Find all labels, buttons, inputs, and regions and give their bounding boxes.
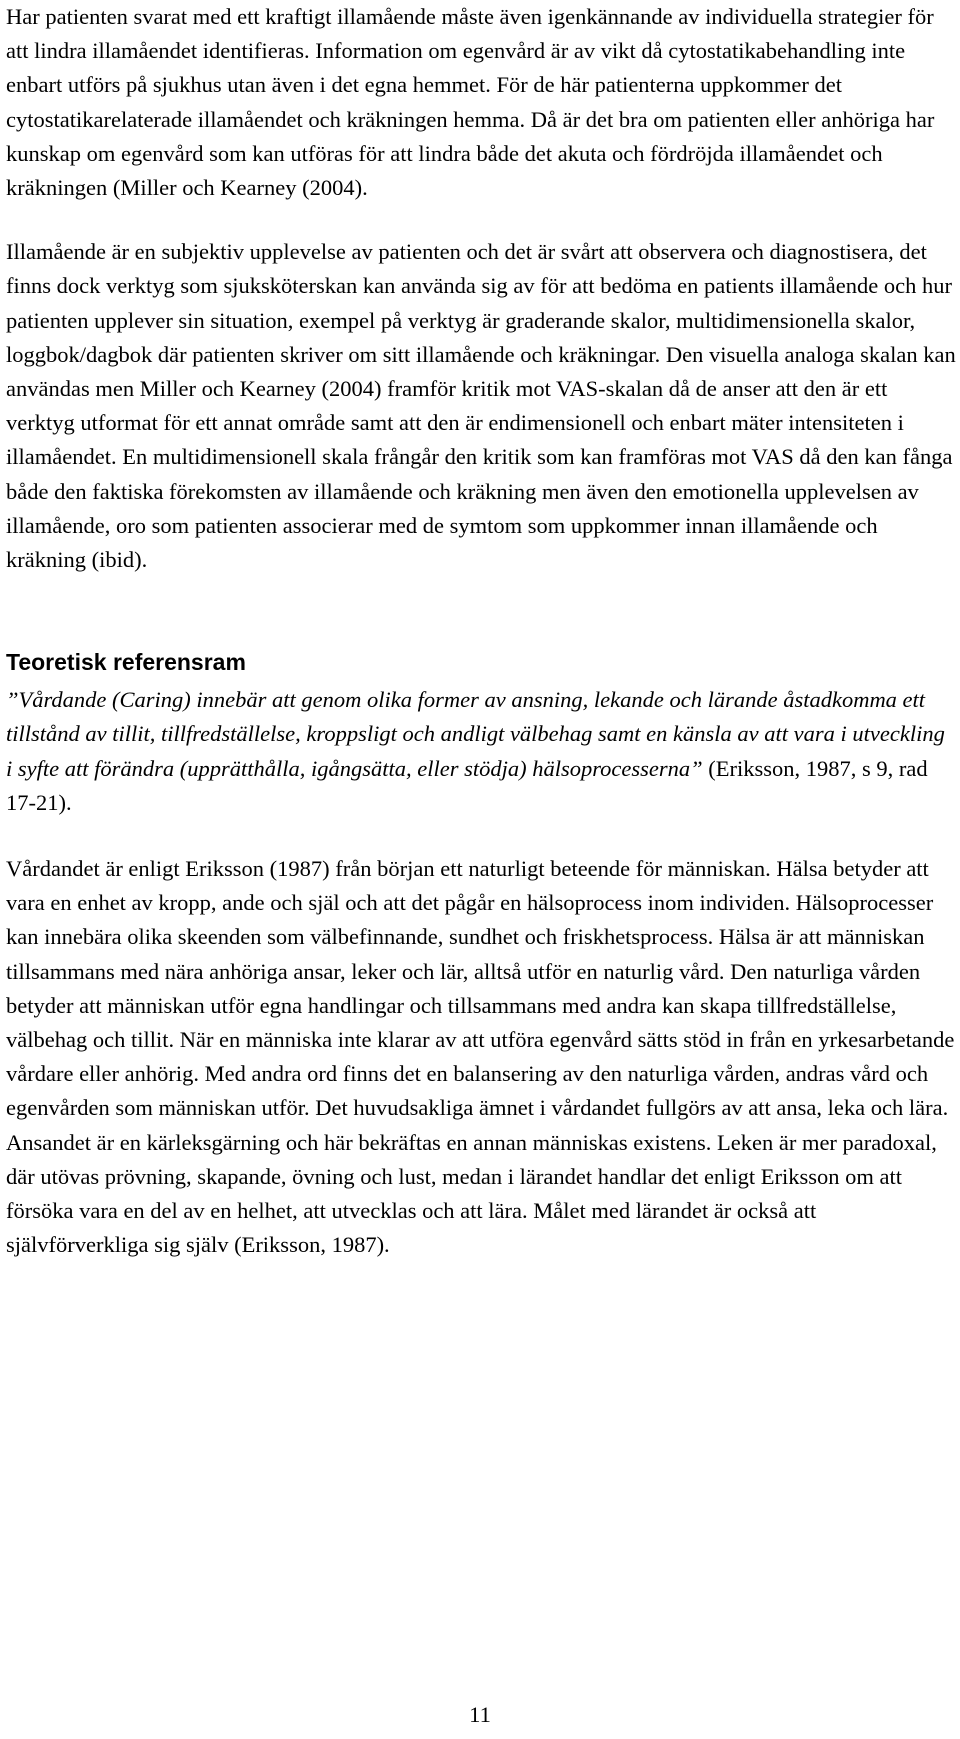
quote-text: ”Vårdande (Caring) innebär att genom olika former av ansning, lekande och lärande åstadkomma ett tillstånd av tillit, tillfredställelse, kroppsligt och andligt välbehag samt en känsla av att vara i utveckling i syfte att förändra (upprätthålla, igångsätta, eller stödja) hälsoprocesserna” — [6, 687, 945, 781]
paragraph-self-care: Har patienten svarat med ett kraftigt illamående måste även igenkännande av individuella strategier för att lindra illamåendet identifieras. Information om egenvård är av vikt då cytostatikabehandling inte enbart utförs på sjukhus utan även i det egna hemmet. För de här patienterna uppkommer det cytostatikarelaterade illamåendet och kräkningen hemma. Då är det bra om patienten eller anhöriga har kunskap om egenvård som kan utföras för att lindra både det akuta och fördröjda illamåendet och kräkningen (Miller och Kearney (2004). — [6, 4, 935, 201]
page-number: 11 — [469, 1702, 491, 1727]
paragraph-nausea-assessment: Illamående är en subjektiv upplevelse av patienten och det är svårt att observera och diagnostisera, det finns dock verktyg som sjuksköterskan kan använda sig av för att bedöma en patients illamående och hur patienten upplever sin situation, exempel på verktyg är graderande skalor, multidimensionella skalor, loggbok/dagbok där patienten skriver om sitt illamående och kräkningar. Den visuella analoga skalan kan användas men Miller och Kearney (2004) framför kritik mot VAS-skalan då de anser att den är ett verktyg utformat för ett annat område samt att den är endimensionell och enbart mäter intensiteten i illamåendet. En multidimensionell skala frångår den kritik som kan framföras mot VAS då den kan fånga både den faktiska förekomsten av illamående och kräkning men även den emotionella upplevelsen av illamående, oro som patienten associerar med de symtom som uppkommer innan illamående och kräkning (ibid). — [6, 239, 956, 573]
caring-quote — [6, 683, 956, 820]
paragraph-caring-theory: Vårdandet är enligt Eriksson (1987) från början ett naturligt beteende för människan. Hälsa betyder att vara en enhet av kropp, ande och själ och att det pågår en hälsoprocess inom individen. Hälsoprocesser kan innebära olika skeenden som välbefinnande, sundhet och friskhetsprocess. Hälsa är att människan tillsammans med nära anhöriga ansar, leker och lär, alltså utför en naturlig vård. Den naturliga vården betyder att människan utför egna handlingar och tillsammans med andra kan skapa tillfredställelse, välbehag och tillit. När en människa inte klarar av att utföra egenvård sätts stöd in från en yrkesarbetande vårdare eller anhörig. Med andra ord finns det en balansering av den naturliga vården, andras vård och egenvården som människan utför. Det huvudsakliga ämnet i vårdandet fullgörs av att ansa, leka och lära. Ansandet är en kärleksgärning och här bekräftas en annan människas existens. Leken är mer paradoxal, där utövas prövning, skapande, övning och lust, medan i lärandet handlar det enligt Eriksson om att försöka vara en del av en helhet, att utvecklas och att lära. Målet med lärandet är också att självförverkliga sig själv (Eriksson, 1987). — [6, 856, 955, 1258]
section-heading: Teoretisk referensram — [6, 649, 246, 676]
document-page — [6, 0, 956, 1263]
quote-citation: (Eriksson, 1987, s 9, rad 17-21). — [6, 755, 928, 815]
